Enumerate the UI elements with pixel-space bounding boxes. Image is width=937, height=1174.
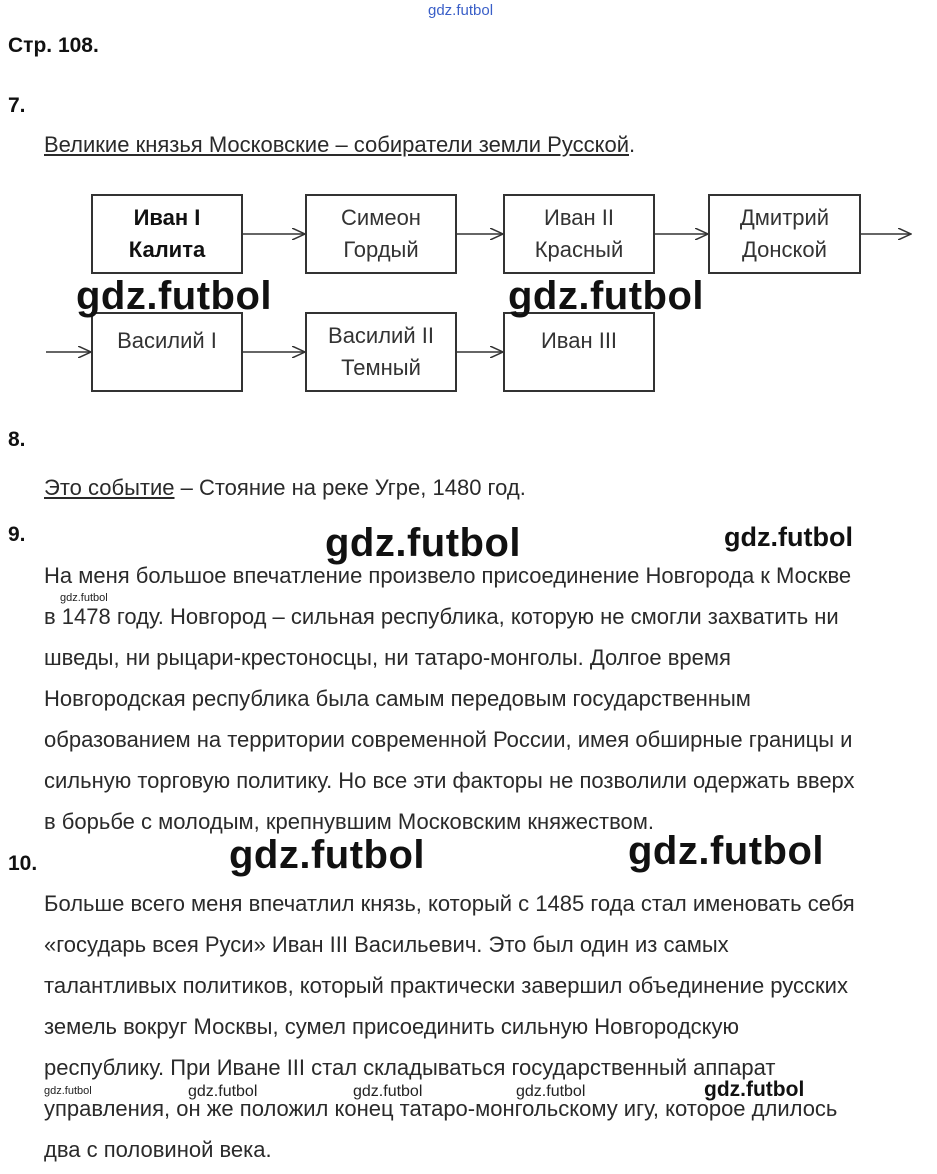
section-10-number: 10. — [8, 852, 38, 875]
section-10-line: «государь всея Руси» Иван III Васильевич. Это был один из самых — [44, 932, 729, 957]
section-9-line: сильную торговую политику. Но все эти факторы не позволили одержать вверх — [44, 768, 855, 793]
section-9-text — [44, 555, 934, 842]
section-10-line: Больше всего меня впечатлил князь, который с 1485 года стал именовать себя — [44, 891, 855, 916]
section-9-line: образованием на территории современной России, имея обширные границы и — [44, 727, 853, 752]
section-8-line — [44, 467, 526, 508]
box-dmitry-donskoy: Дмитрий Донской — [708, 194, 861, 274]
watermark-5: gdz.futbol — [60, 592, 108, 604]
section-9-line: в 1478 году. Новгород – сильная республика, которую не смогли захватить ни — [44, 604, 839, 629]
section-9-number: 9. — [8, 523, 26, 546]
page-label: Стр. 108. — [8, 34, 99, 57]
watermark-6: gdz.futbol — [229, 833, 426, 877]
section-8-text: – Стояние на реке Угре, 1480 год. — [174, 475, 526, 500]
watermark-11: gdz.futbol — [516, 1083, 586, 1100]
watermark-2: gdz.futbol — [508, 274, 705, 318]
watermark-9: gdz.futbol — [188, 1083, 258, 1100]
box-ivan-krasny: Иван II Красный — [503, 194, 655, 274]
box-ivan-kalita: Иван I Калита — [91, 194, 243, 274]
watermark-7: gdz.futbol — [628, 829, 825, 873]
section-9-line: шведы, ни рыцари-крестоносцы, ни татаро-монголы. Долгое время — [44, 645, 731, 670]
watermark-8: gdz.futbol — [44, 1085, 92, 1097]
section-8-number: 8. — [8, 428, 26, 451]
section-10-line: республику. При Иване III стал складываться государственный аппарат — [44, 1055, 776, 1080]
section-7-title-end: . — [629, 132, 636, 157]
section-9-line: На меня большое впечатление произвело присоединение Новгорода к Москве — [44, 563, 852, 588]
section-10-line: управления, он же положил конец татаро-монгольскому игу, которое длилось — [44, 1096, 838, 1121]
watermark-top: gdz.futbol — [428, 2, 494, 19]
watermark-3: gdz.futbol — [325, 521, 522, 565]
watermark-12: gdz.futbol — [704, 1078, 805, 1101]
watermark-4: gdz.futbol — [724, 522, 853, 552]
watermark-1: gdz.futbol — [76, 274, 273, 318]
box-vasily-2: Василий II Темный — [305, 312, 457, 392]
section-10-line: два с половиной века. — [44, 1137, 272, 1162]
section-9-line: в борьбе с молодым, крепнувшим Московским княжеством. — [44, 809, 655, 834]
section-10-line: земель вокруг Москвы, сумел присоединить сильную Новгородскую — [44, 1014, 740, 1039]
box-simeon-gordiy: Симеон Гордый — [305, 194, 457, 274]
section-7-title: Великие князья Московские – собиратели земли Русской — [44, 132, 629, 157]
box-vasily-1: Василий I — [91, 312, 243, 392]
section-8-label: Это событие — [44, 475, 175, 500]
section-9-line: Новгородская республика была самым передовым государственным — [44, 686, 751, 711]
section-7-number: 7. — [8, 94, 26, 117]
section-10-text — [44, 883, 934, 1170]
watermark-10: gdz.futbol — [353, 1083, 423, 1100]
box-ivan-3: Иван III — [503, 312, 655, 392]
section-10-line: талантливых политиков, который практически завершил объединение русских — [44, 973, 848, 998]
